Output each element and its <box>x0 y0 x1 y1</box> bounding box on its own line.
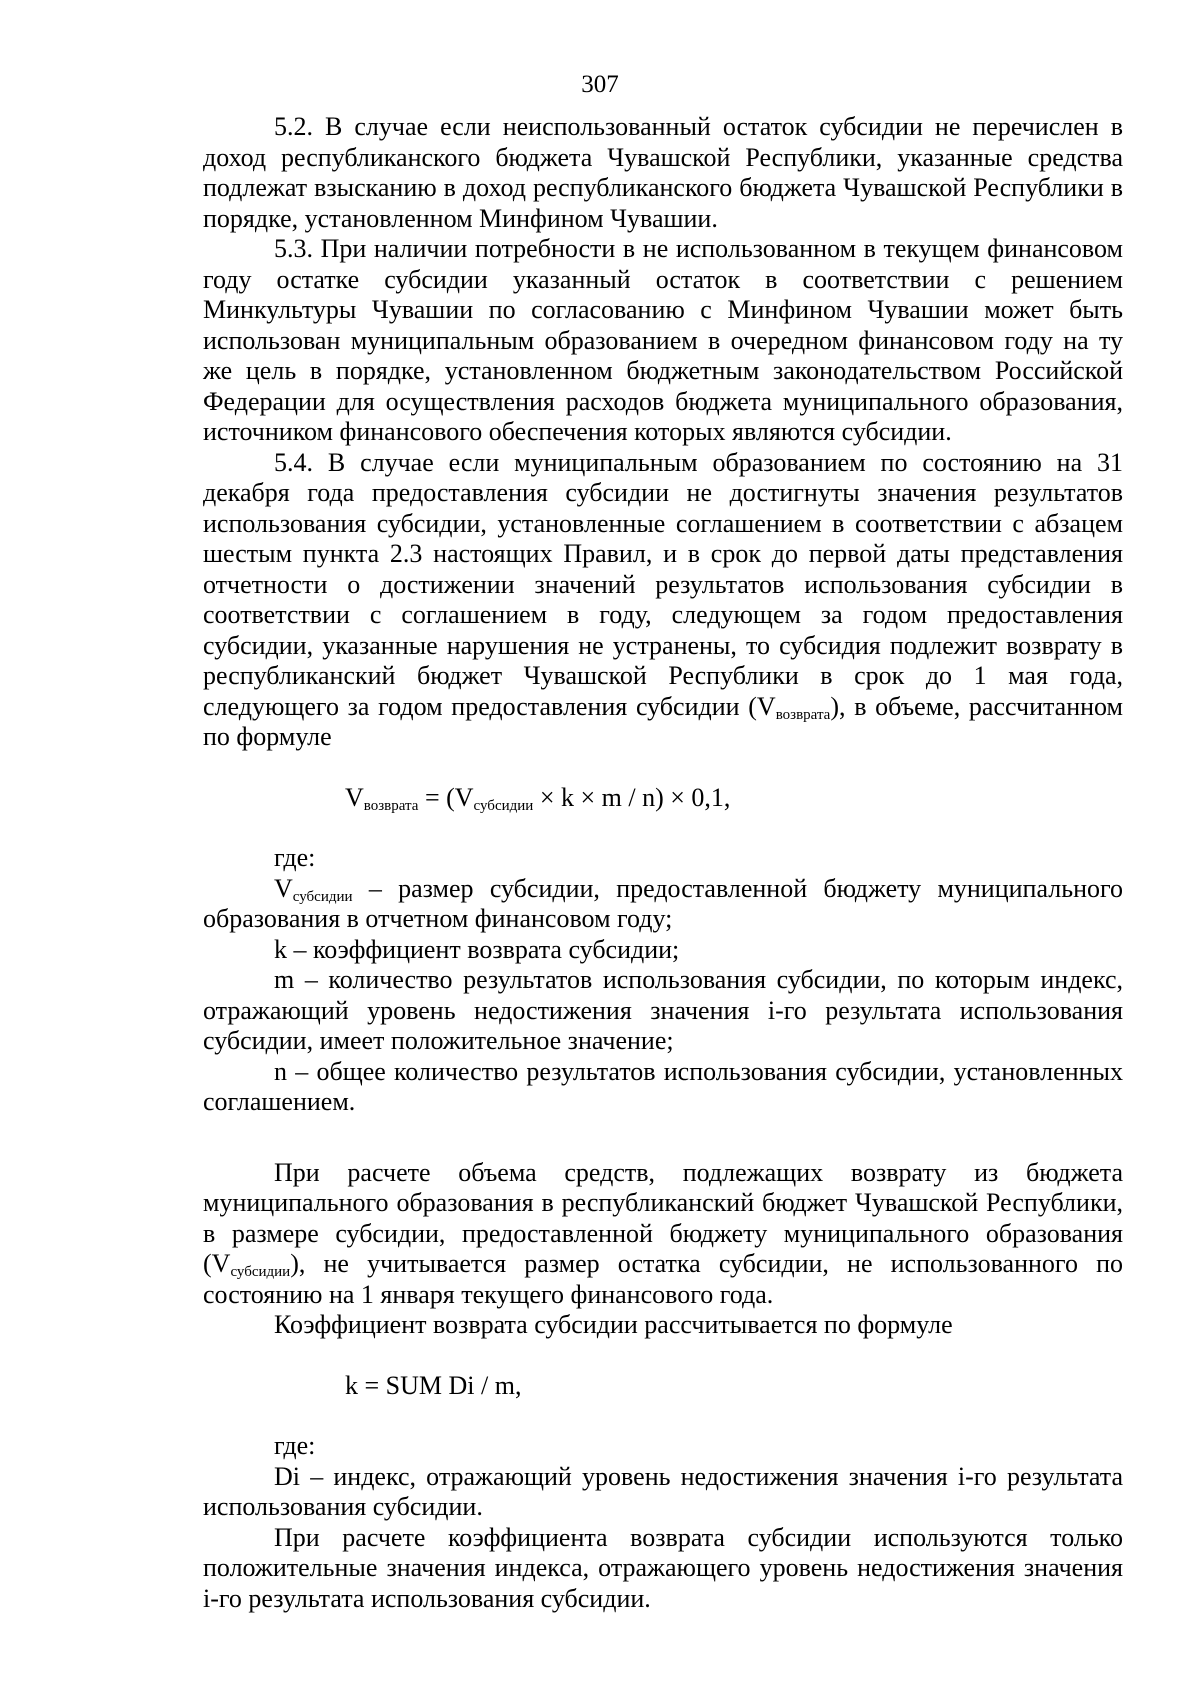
paragraph-5-4 <box>203 448 1123 753</box>
paragraph-calculation-text: При расчете объема средств, подлежащих возврату из бюджета муниципального образования в республиканский бюджет Чувашской Республики, в размере субсидии, предоставленной бюджету муниципального образования (V <box>203 1157 1123 1278</box>
subscript-return: возврата <box>775 706 831 723</box>
paragraph-5-4-tail: ), в объеме, рассчитанном по формуле <box>203 691 1124 751</box>
document-body <box>203 112 1123 1614</box>
formula-lhs-subscript: возврата <box>363 797 419 814</box>
definition-v-subscript: субсидии <box>292 888 353 905</box>
where-label-1: где: <box>274 843 316 872</box>
page-number: 307 <box>581 71 619 98</box>
definition-m: m – количество результатов использования субсидии, по которым индекс, отражающий уровень недостижения значения i-го результата использования субсидии, имеет положительное значение; <box>203 965 1123 1055</box>
paragraph-5-4-text: 5.4. В случае если муниципальным образованием по состоянию на 31 декабря года предоставления субсидии не достигнуты значения результатов использования субсидии, установленные соглашением в соответствии с абзацем шестым пункта 2.3 настоящих Правил, и в срок до первой даты представления отчетности о достижении значений результатов использования субсидии в соответствии с соглашением в году, следующем за годом предоставления субсидии, указанные нарушения не устранены, то субсидия подлежит возврату в республиканский бюджет Чувашской Республики в срок до 1 мая года, следующего за годом предоставления субсидии (V <box>203 447 1123 721</box>
formula-mid: = (V <box>418 782 474 812</box>
definition-v-symbol: V <box>274 873 293 903</box>
paragraph-calculation <box>203 1158 1123 1311</box>
definition-k: k – коэффициент возврата субсидии; <box>274 934 680 964</box>
where-label-2: где: <box>274 1431 316 1460</box>
formula-lhs: V <box>345 782 364 812</box>
formula-coefficient: k = SUM Di / m, <box>345 1370 522 1400</box>
paragraph-calculation-subscript: субсидии <box>230 1264 291 1280</box>
paragraph-5-3: 5.3. При наличии потребности в не использованном в текущем финансовом году остатке субсидии указанный остаток в соответствии с решением Минкультуры Чувашии по согласованию с Минфином Чувашии может быть использован муниципальным образованием в очередном финансовом году на ту же цель в порядке, установленном бюджетным законодательством Российской Федерации для осуществления расходов бюджета муниципального образования, источником финансового обеспечения которых являются субсидии. <box>203 234 1123 446</box>
definition-n: n – общее количество результатов использования субсидии, установленных соглашением. <box>203 1056 1123 1116</box>
paragraph-last: При расчете коэффициента возврата субсидии используются только положительные значения индекса, отражающего уровень недостижения значения i-го результата использования субсидии. <box>203 1522 1123 1613</box>
paragraph-5-2: 5.2. В случае если неиспользованный остаток субсидии не перечислен в доход республиканского бюджета Чувашской Республики, указанные средства подлежат взысканию в доход республиканского бюджета Чувашской Республики в порядке, установленном Минфином Чувашии. <box>203 112 1123 233</box>
paragraph-calculation-tail: ), не учитывается размер остатка субсидии, не использованного по состоянию на 1 января текущего финансового года. <box>203 1249 1123 1309</box>
definition-di: Di – индекс, отражающий уровень недостижения значения i-го результата использования субсидии. <box>203 1461 1123 1521</box>
formula-mid-subscript: субсидии <box>473 797 534 814</box>
definition-v-subsidy <box>203 874 1123 935</box>
formula-rhs: × k × m / n) × 0,1, <box>533 782 731 812</box>
formula-return-volume <box>203 783 1123 814</box>
paragraph-coefficient: Коэффициент возврата субсидии рассчитывается по формуле <box>274 1310 953 1339</box>
definition-v-text: – размер субсидии, предоставленной бюджету муниципального образования в отчетном финансовом году; <box>203 873 1123 933</box>
